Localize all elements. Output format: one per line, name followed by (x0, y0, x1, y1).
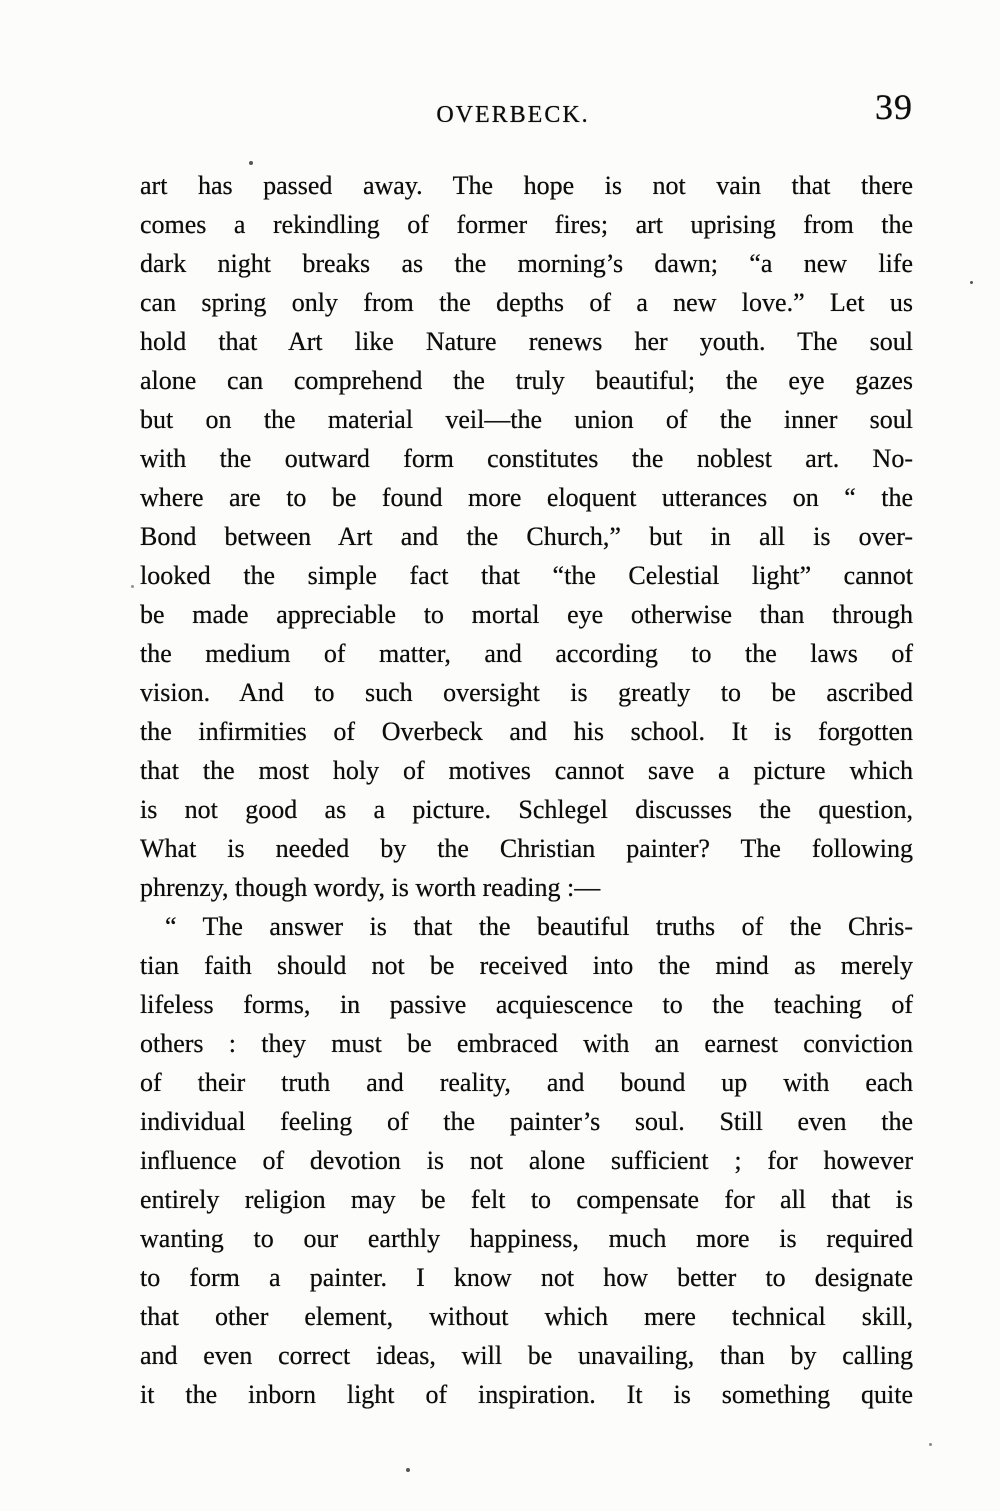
text-line: influence of devotion is not alone sufficient ; for however (140, 1146, 913, 1175)
text-line: with the outward form constitutes the noblest art. No- (140, 444, 913, 473)
text-line: the medium of matter, and according to the laws of (140, 639, 913, 668)
text-line: tian faith should not be received into the mind as merely (140, 951, 913, 980)
paragraph (140, 166, 913, 907)
text-line: What is needed by the Christian painter? The following (140, 834, 913, 863)
text-line: Bond between Art and the Church,” but in all is over- (140, 522, 913, 551)
text-line: comes a rekindling of former fires; art uprising from the (140, 210, 913, 239)
text-block (140, 166, 913, 1414)
text-line: can spring only from the depths of a new love.” Let us (140, 288, 913, 317)
text-line: art has passed away. The hope is not vain that there (140, 171, 913, 200)
scan-speck (970, 281, 973, 284)
text-line: and even correct ideas, will be unavailing, than by calling (140, 1341, 913, 1370)
text-line: wanting to our earthly happiness, much more is required (140, 1224, 913, 1253)
text-line: that other element, without which mere technical skill, (140, 1302, 913, 1331)
scan-speck (406, 1468, 410, 1472)
text-line: looked the simple fact that “the Celestial light” cannot (140, 561, 913, 590)
text-line: individual feeling of the painter’s soul. Still even the (140, 1107, 913, 1136)
text-line: be made appreciable to mortal eye otherwise than through (140, 600, 913, 629)
text-line: but on the material veil—the union of the inner soul (140, 405, 913, 434)
text-line: lifeless forms, in passive acquiescence to the teaching of (140, 990, 913, 1019)
text-line: others : they must be embraced with an earnest conviction (140, 1029, 913, 1058)
text-line: to form a painter. I know not how better to designate (140, 1263, 913, 1292)
text-line: it the inborn light of inspiration. It is something quite (140, 1380, 913, 1409)
page-number: 39 (875, 87, 913, 127)
text-line: “ The answer is that the beautiful truths of the Chris- (165, 912, 913, 941)
text-line: phrenzy, though wordy, is worth reading :— (140, 873, 601, 902)
text-line: dark night breaks as the morning’s dawn; “a new life (140, 249, 913, 278)
text-line: is not good as a picture. Schlegel discusses the question, (140, 795, 913, 824)
running-title: OVERBECK. (436, 102, 590, 128)
text-line: the infirmities of Overbeck and his school. It is forgotten (140, 717, 913, 746)
text-line: alone can comprehend the truly beautiful; the eye gazes (140, 366, 913, 395)
text-line: that the most holy of motives cannot save a picture which (140, 756, 913, 785)
text-line: where are to be found more eloquent utterances on “ the (140, 483, 913, 512)
text-line: hold that Art like Nature renews her youth. The soul (140, 327, 913, 356)
paragraph (140, 907, 913, 1414)
text-line: of their truth and reality, and bound up with each (140, 1068, 913, 1097)
scan-speck (929, 1443, 932, 1446)
text-line: entirely religion may be felt to compensate for all that is (140, 1185, 913, 1214)
text-line: vision. And to such oversight is greatly to be ascribed (140, 678, 913, 707)
scan-speck (249, 161, 253, 165)
scan-speck (131, 585, 134, 588)
